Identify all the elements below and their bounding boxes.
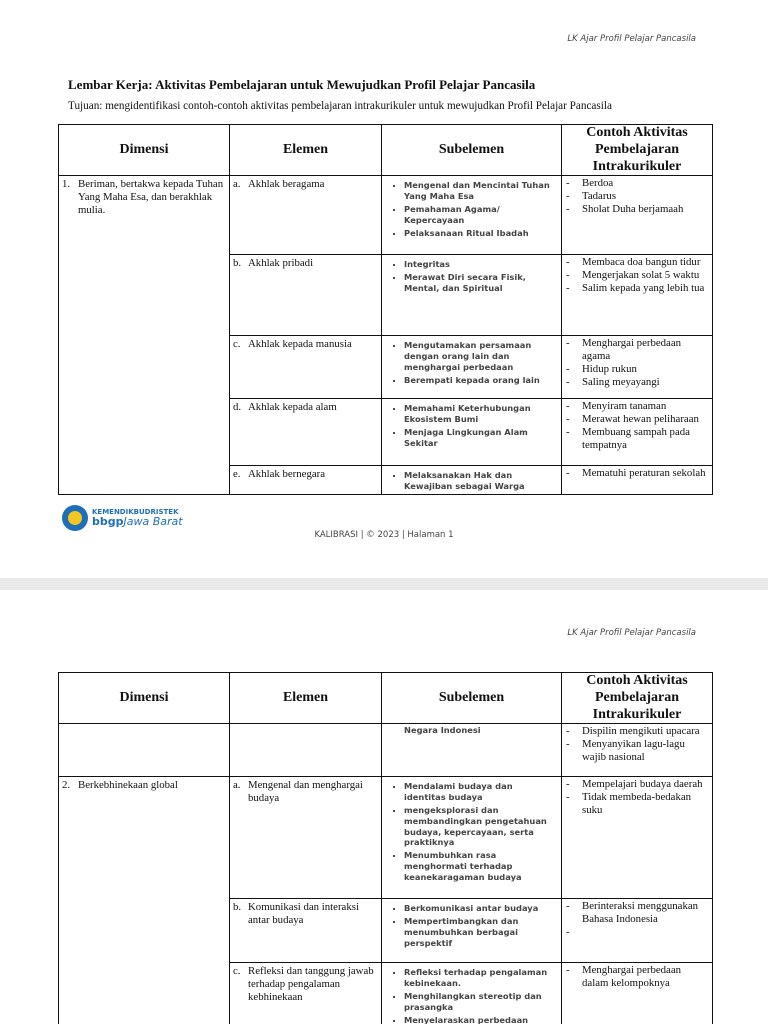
activity-cell xyxy=(562,466,713,495)
element-text: Akhlak kepada manusia xyxy=(248,338,352,351)
element-number: a. xyxy=(233,178,241,191)
activity-cell xyxy=(562,399,713,466)
element-cell xyxy=(230,963,382,1024)
column-header-contoh: Contoh Aktivitas Pembelajaran Intrakurikuler xyxy=(562,125,713,176)
activity-item: - xyxy=(566,925,570,938)
element-number: b. xyxy=(233,257,242,270)
activity-cell xyxy=(562,176,713,255)
subelement-cell xyxy=(382,176,562,255)
logo-emblem-icon xyxy=(62,505,88,531)
dimension-cell xyxy=(59,176,230,495)
activity-item: - Membaca doa bangun tidur xyxy=(566,256,701,269)
element-text: Refleksi dan tanggung jawab terhadap pengalaman kebhinekaan xyxy=(248,965,374,1004)
activity-item: - Tidak membeda-bedakan suku xyxy=(566,791,692,816)
column-header-elemen: Elemen xyxy=(230,673,382,724)
activity-item: - Merawat hewan peliharaan xyxy=(566,413,699,426)
subelement-item: • Merawat Diri secara Fisik, Mental, dan Spiritual xyxy=(404,272,557,294)
activity-item: - Tadarus xyxy=(566,190,617,203)
element-number: a. xyxy=(233,779,241,792)
table-header-row xyxy=(59,125,713,176)
logo-line1: KEMENDIKBUDRISTEK xyxy=(92,508,179,516)
table-row xyxy=(59,724,713,777)
activity-item: - Menyanyikan lagu-lagu wajib nasional xyxy=(566,738,685,763)
subelement-item: • Menumbuhkan rasa menghormati terhadap keanekaragaman budaya xyxy=(404,850,557,882)
page-header: LK Ajar Profil Pelajar Pancasila xyxy=(567,34,696,44)
dimension-cell xyxy=(59,724,230,777)
logo-line2b: Jawa Barat xyxy=(123,515,183,528)
element-number: c. xyxy=(233,965,241,978)
subelement-item: • Melaksanakan Hak dan Kewajiban sebagai Warga xyxy=(404,470,557,492)
activity-item: - Membuang sampah pada tempatnya xyxy=(566,425,690,451)
page-footer: KALIBRASI | © 2023 | Halaman 1 xyxy=(314,530,454,540)
element-cell xyxy=(230,466,382,495)
activity-item: - Saling meyayangi xyxy=(566,375,660,388)
dimension-number: 1. xyxy=(62,178,71,191)
subelement-item: • Memahami Keterhubungan Ekosistem Bumi xyxy=(404,403,557,425)
activity-item: - Sholat Duha berjamaah xyxy=(566,202,684,215)
worksheet-table xyxy=(58,672,713,1024)
page-title: Lembar Kerja: Aktivitas Pembelajaran untuk Mewujudkan Profil Pelajar Pancasila xyxy=(68,77,536,92)
element-number: e. xyxy=(233,468,241,481)
subelement-cell xyxy=(382,899,562,963)
column-header-elemen: Elemen xyxy=(230,125,382,176)
subelement-item: • Mengenal dan Mencintai Tuhan Yang Maha Esa xyxy=(404,180,557,202)
subelement-cell xyxy=(382,466,562,495)
dimension-cell xyxy=(59,777,230,1024)
table-row xyxy=(59,777,713,899)
subelement-item: • Menghilangkan stereotip dan prasangka xyxy=(404,991,557,1013)
subelement-cell xyxy=(382,724,562,777)
subelement-continuation: Negara Indonesi xyxy=(404,725,481,736)
activity-cell xyxy=(562,336,713,399)
activity-item: - Menghargai perbedaan agama xyxy=(566,337,682,363)
dimension-number: 2. xyxy=(62,779,71,792)
activity-item: - Hidup rukun xyxy=(566,362,637,375)
dimension-text: Beriman, bertakwa kepada Tuhan Yang Maha Esa, dan berakhlak mulia. xyxy=(78,178,224,217)
column-header-dimensi: Dimensi xyxy=(59,125,230,176)
worksheet-table xyxy=(58,124,713,495)
element-cell xyxy=(230,255,382,336)
subelement-item: • Menjaga Lingkungan Alam Sekitar xyxy=(404,427,557,449)
page-header: LK Ajar Profil Pelajar Pancasila xyxy=(567,628,696,638)
activity-cell xyxy=(562,899,713,963)
subelement-cell xyxy=(382,963,562,1024)
subelement-item: • Berempati kepada orang lain xyxy=(404,375,557,386)
element-cell xyxy=(230,724,382,777)
element-text: Akhlak bernegara xyxy=(248,468,326,481)
table-header-row xyxy=(59,673,713,724)
element-cell xyxy=(230,899,382,963)
subelement-item: • Berkomunikasi antar budaya xyxy=(404,903,557,914)
subelement-item: • Mempertimbangkan dan menumbuhkan berbagai perspektif xyxy=(404,916,557,948)
activity-item: - Berinteraksi menggunakan Bahasa Indonesia xyxy=(566,900,699,926)
activity-item: - Dispilin mengikuti upacara xyxy=(566,725,700,738)
column-header-dimensi: Dimensi xyxy=(59,673,230,724)
column-header-subelemen: Subelemen xyxy=(382,125,562,176)
activity-cell xyxy=(562,777,713,899)
activity-item: - Menghargai perbedaan dalam kelompoknya xyxy=(566,964,682,990)
subelement-item: • Mendalami budaya dan identitas budaya xyxy=(404,781,557,803)
element-number: b. xyxy=(233,901,242,914)
subelement-item: • mengeksplorasi dan membandingkan pengetahuan budaya, kepercayaan, serta praktiknya xyxy=(404,805,557,848)
activity-item: - Mematuhi peraturan sekolah xyxy=(566,467,706,480)
element-text: Akhlak pribadi xyxy=(248,257,314,270)
page-goal: Tujuan: mengidentifikasi contoh-contoh aktivitas pembelajaran intrakurikuler untuk mewujudkan Profil Pelajar Pancasila xyxy=(68,100,612,112)
element-cell xyxy=(230,399,382,466)
element-text: Akhlak beragama xyxy=(248,178,325,191)
subelement-cell xyxy=(382,777,562,899)
subelement-cell xyxy=(382,336,562,399)
column-header-subelemen: Subelemen xyxy=(382,673,562,724)
element-text: Komunikasi dan interaksi antar budaya xyxy=(248,901,359,927)
logo-line2a: bbgp xyxy=(92,515,124,528)
subelement-cell xyxy=(382,255,562,336)
table-row xyxy=(59,176,713,255)
activity-item: - Berdoa xyxy=(566,177,614,190)
subelement-item: • Pelaksanaan Ritual Ibadah xyxy=(404,228,557,239)
column-header-contoh: Contoh Aktivitas Pembelajaran Intrakurikuler xyxy=(562,673,713,724)
subelement-item: • Refleksi terhadap pengalaman kebinekaan. xyxy=(404,967,557,989)
element-cell xyxy=(230,336,382,399)
activity-item: - Mengerjakan solat 5 waktu xyxy=(566,269,700,282)
activity-item: - Mempelajari budaya daerah xyxy=(566,778,703,791)
activity-cell xyxy=(562,724,713,777)
subelement-item: • Menyelaraskan perbedaan xyxy=(404,1015,557,1024)
element-cell xyxy=(230,176,382,255)
subelement-item: • Integritas xyxy=(404,259,557,270)
ministry-logo xyxy=(62,505,183,531)
activity-item: - Salim kepada yang lebih tua xyxy=(566,281,705,294)
activity-cell xyxy=(562,255,713,336)
subelement-item: • Pemahaman Agama/ Kepercayaan xyxy=(404,204,557,226)
activity-item: - Menyiram tanaman xyxy=(566,400,667,413)
subelement-cell xyxy=(382,399,562,466)
element-text: Akhlak kepada alam xyxy=(248,401,337,414)
element-number: c. xyxy=(233,338,241,351)
dimension-text: Berkebhinekaan global xyxy=(78,779,178,792)
document-page-2 xyxy=(0,590,768,1024)
element-text: Mengenal dan menghargai budaya xyxy=(248,779,363,805)
element-number: d. xyxy=(233,401,242,414)
activity-cell xyxy=(562,963,713,1024)
subelement-item: • Mengutamakan persamaan dengan orang lain dan menghargai perbedaan xyxy=(404,340,557,372)
element-cell xyxy=(230,777,382,899)
